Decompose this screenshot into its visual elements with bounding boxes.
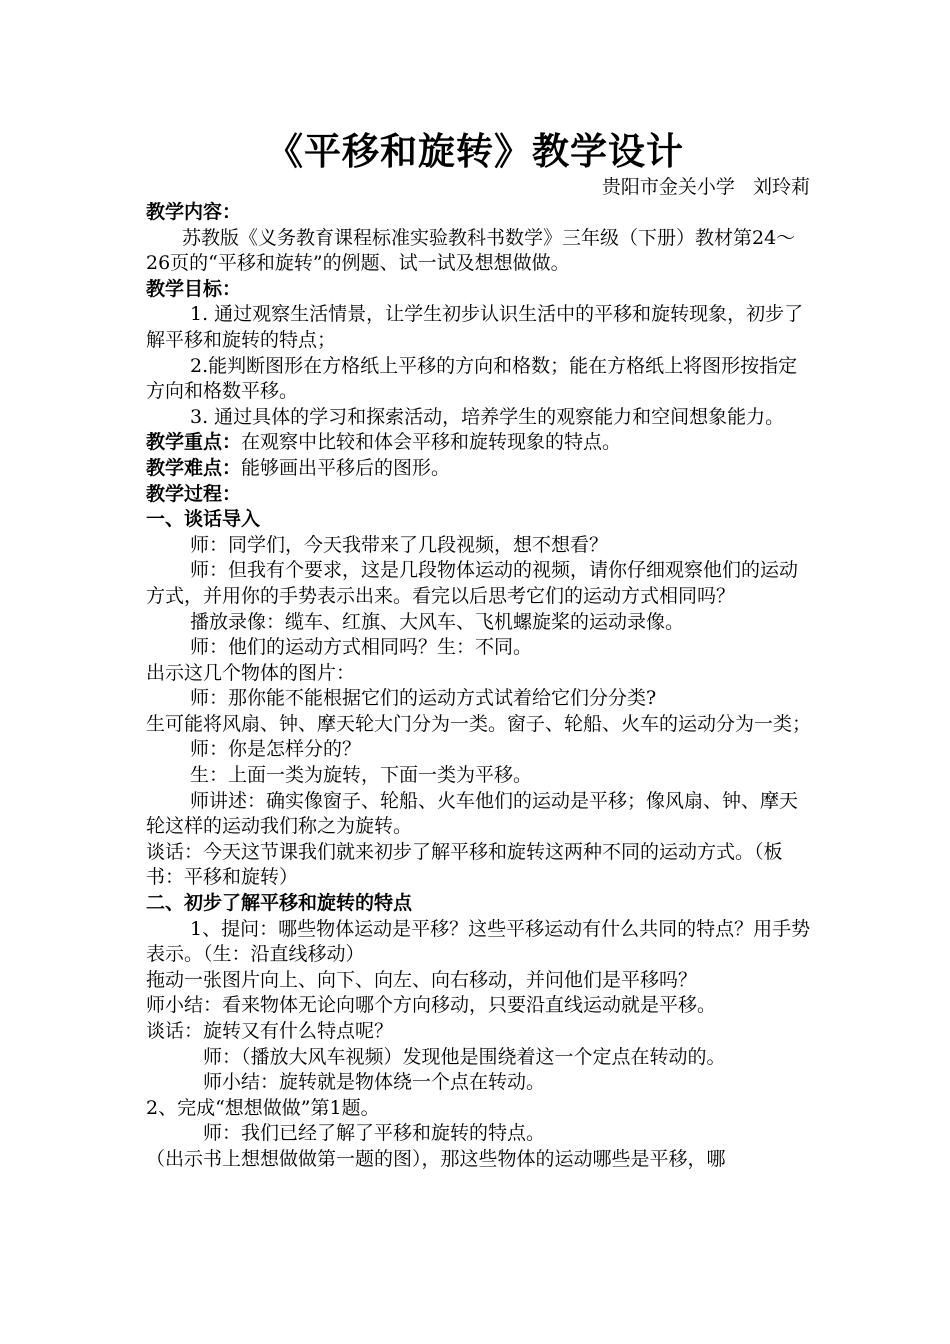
paragraph: [146, 200, 812, 226]
paragraph-text: 谈话：今天这节课我们就来初步了解平移和旋转这两种不同的运动方式。（板书：平移和旋转）: [146, 840, 783, 889]
paragraph: [146, 1019, 812, 1045]
paragraph: [146, 430, 812, 456]
paragraph: [146, 507, 812, 533]
paragraph-text: 2.能判断图形在方格纸上平移的方向和格数；能在方格纸上将图形按指定方向和格数平移。: [146, 354, 798, 403]
paragraph: [146, 763, 812, 789]
paragraph-text: 师：（播放大风车视频）发现他是围绕着这一个定点在转动的。: [203, 1045, 726, 1068]
paragraph-text: 师：你是怎样分的？: [190, 738, 362, 761]
paragraph-label: 教学难点：: [146, 456, 242, 479]
paragraph: [146, 917, 812, 968]
paragraph-text: 二、初步了解平移和旋转的特点: [146, 892, 413, 915]
paragraph-text: 谈话：旋转又有什么特点呢？: [146, 1020, 394, 1042]
paragraph: [146, 558, 812, 609]
paragraph-text: 教学目标：: [146, 277, 242, 300]
paragraph: [146, 840, 812, 891]
paragraph-text: 能够画出平移后的图形。: [241, 456, 451, 479]
paragraph-text: 生：上面一类为旋转，下面一类为平移。: [190, 764, 533, 787]
paragraph-text: 播放录像：缆车、红旗、大风车、飞机螺旋桨的运动录像。: [190, 610, 685, 633]
paragraph: [146, 610, 812, 636]
paragraph-text: 师：我们已经了解了平移和旋转的特点。: [203, 1122, 546, 1145]
paragraph: [146, 993, 812, 1019]
document-title: 《平移和旋转》教学设计: [266, 129, 684, 173]
paragraph: [146, 1147, 812, 1173]
paragraph: [146, 354, 812, 405]
paragraph-text: 师：同学们，今天我带来了几段视频，想不想看？: [190, 533, 609, 556]
paragraph: [146, 482, 812, 508]
paragraph: [146, 789, 812, 840]
paragraph-text: 教学过程：: [146, 482, 242, 505]
paragraph-text: 出示这几个物体的图片：: [146, 661, 356, 684]
paragraph-label: 教学重点：: [146, 431, 242, 454]
paragraph-text: （出示书上想想做做第一题的图），那这些物体的运动哪些是平移，哪: [146, 1147, 726, 1170]
paragraph: [146, 302, 812, 353]
paragraph: [146, 405, 812, 431]
paragraph-text: 2、完成“想想做做”第1题。: [146, 1096, 380, 1119]
document-body: [146, 200, 812, 1173]
paragraph: [146, 891, 812, 917]
paragraph-text: 师：那你能不能根据它们的运动方式试着给它们分分类?: [190, 687, 657, 710]
paragraph: [146, 712, 812, 738]
paragraph: [146, 1070, 812, 1096]
paragraph: [146, 968, 812, 994]
paragraph: [146, 737, 812, 763]
paragraph: [146, 226, 812, 277]
author-line: 贵阳市金关小学 刘玲莉: [601, 176, 810, 198]
paragraph-text: 教学内容：: [146, 201, 242, 223]
paragraph: [146, 1096, 812, 1122]
paragraph-text: 1、提问：哪些物体运动是平移？这些平移运动有什么共同的特点？用手势表示。（生：沿直线移动）: [146, 917, 811, 966]
paragraph-text: 拖动一张图片向上、向下、向左、向右移动，并问他们是平移吗？: [146, 968, 698, 991]
paragraph: [146, 661, 812, 687]
paragraph: [146, 277, 812, 303]
paragraph-text: 生可能将风扇、钟、摩天轮大门分为一类。窗子、轮船、火车的运动分为一类；: [146, 712, 812, 735]
paragraph: [146, 1121, 812, 1147]
paragraph-text: 在观察中比较和体会平移和旋转现象的特点。: [241, 431, 622, 454]
paragraph-text: 师讲述：确实像窗子、轮船、火车他们的运动是平移；像风扇、钟、摩天轮这样的运动我们称之为旋转。: [146, 789, 799, 838]
paragraph-text: 师：他们的运动方式相同吗？生：不同。: [190, 636, 533, 659]
paragraph: [146, 686, 812, 712]
paragraph-text: 1. 通过观察生活情景，让学生初步认识生活中的平移和旋转现象，初步了解平移和旋转的特点；: [146, 303, 804, 351]
paragraph-text: 3. 通过具体的学习和探索活动，培养学生的观察能力和空间想象能力。: [190, 405, 785, 428]
paragraph-text: 苏教版《义务教育课程标准实验教科书数学》三年级（下册）教材第24～26页的“平移和旋转”的例题、试一试及想想做做。: [146, 226, 796, 275]
paragraph: [146, 1045, 812, 1071]
paragraph-text: 师小结：看来物体无论向哪个方向移动，只要沿直线运动就是平移。: [146, 994, 717, 1017]
paragraph-text: 一、谈话导入: [146, 508, 261, 531]
paragraph: [146, 456, 812, 482]
paragraph: [146, 533, 812, 559]
paragraph-text: 师：但我有个要求，这是几段物体运动的视频，请你仔细观察他们的运动方式，并用你的手势表示出来。看完以后思考它们的运动方式相同吗？: [146, 559, 799, 607]
paragraph: [146, 635, 812, 661]
paragraph-text: 师小结：旋转就是物体绕一个点在转动。: [203, 1071, 546, 1094]
